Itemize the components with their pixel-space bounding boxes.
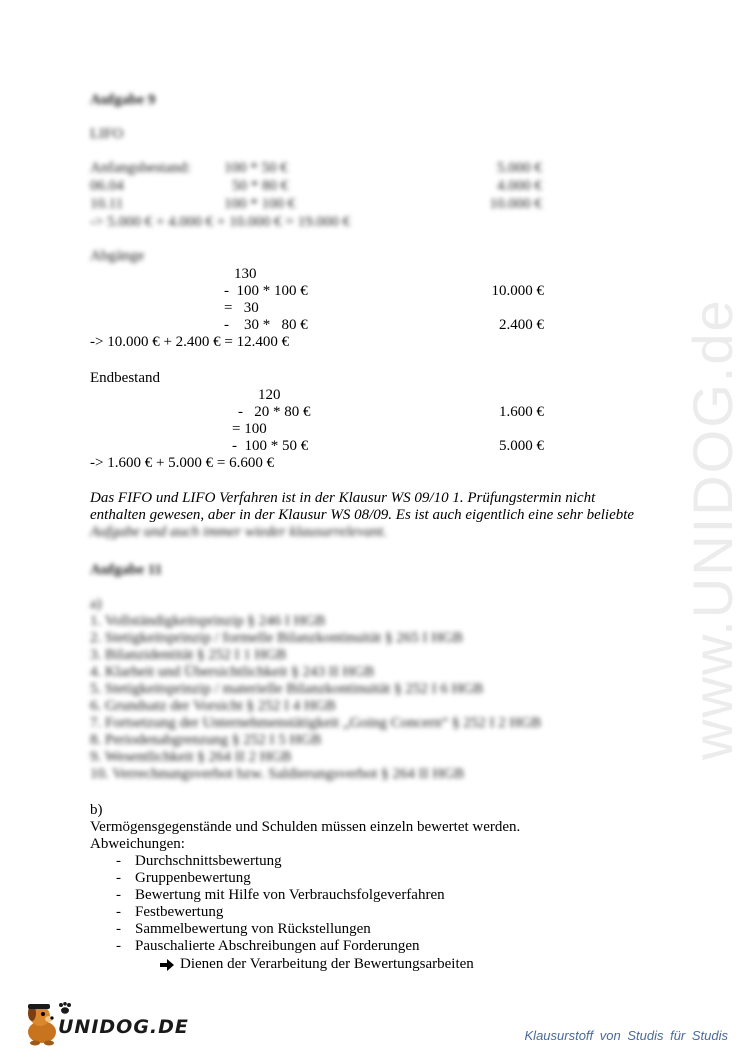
row-value: 10.000 € bbox=[489, 196, 542, 212]
abgaenge-line3: - 30 * 80 € bbox=[224, 317, 308, 333]
bullet-item: Festbewertung bbox=[135, 904, 224, 920]
part-b-text: Vermögensgegenstände und Schulden müssen einzeln bewertet werden. bbox=[90, 819, 521, 835]
row-calc: 50 * 80 € bbox=[232, 178, 289, 194]
abgaenge-start: 130 bbox=[234, 266, 257, 282]
row-label: 06.04 bbox=[90, 178, 124, 194]
endbestand-line1: - 20 * 80 € bbox=[238, 404, 311, 420]
list-item: 10. Verrechnungsverbot bzw. Saldierungsverbot § 264 II HGB bbox=[90, 766, 465, 782]
endbestand-line1-value: 1.600 € bbox=[499, 404, 544, 420]
abweichungen-label: Abweichungen: bbox=[90, 836, 185, 852]
logo-text: UNIDOG.DE bbox=[58, 1016, 189, 1038]
unidog-logo bbox=[22, 1000, 189, 1048]
method-label: LIFO bbox=[90, 126, 124, 142]
watermark: www.UNIDOG.de bbox=[681, 298, 744, 760]
endbestand-line3-value: 5.000 € bbox=[499, 438, 544, 454]
bullet-dash: - bbox=[116, 904, 121, 920]
part-a-label: a) bbox=[90, 596, 102, 612]
bullet-dash: - bbox=[116, 921, 121, 937]
list-item: 4. Klarheit und Übersichtlichkeit § 243 II HGB bbox=[90, 664, 375, 680]
list-item: 9. Wesentlichkeit § 264 II 2 HGB bbox=[90, 749, 292, 765]
abgaenge-line3-value: 2.400 € bbox=[499, 317, 544, 333]
list-item: 5. Stetigkeitsprinzip / materielle Bilanzkontinuität § 252 I 6 HGB bbox=[90, 681, 484, 697]
abgaenge-line1: - 100 * 100 € bbox=[224, 283, 308, 299]
row-label: Anfangsbestand: bbox=[90, 160, 191, 176]
bullet-item: Sammelbewertung von Rückstellungen bbox=[135, 921, 371, 937]
endbestand-sum: -> 1.600 € + 5.000 € = 6.600 € bbox=[90, 455, 275, 471]
abgaenge-heading: Abgänge bbox=[90, 248, 145, 264]
endbestand-heading: Endbestand bbox=[90, 370, 160, 386]
endbestand-line3: - 100 * 50 € bbox=[232, 438, 309, 454]
bullet-item: Bewertung mit Hilfe von Verbrauchsfolgeverfahren bbox=[135, 887, 445, 903]
bullet-dash: - bbox=[116, 853, 121, 869]
list-item: 1. Vollständigkeitsprinzip § 246 I HGB bbox=[90, 613, 326, 629]
row-calc: 100 * 50 € bbox=[224, 160, 288, 176]
bullet-dash: - bbox=[116, 870, 121, 886]
list-item: 8. Periodenabgrenzung § 252 I 5 HGB bbox=[90, 732, 322, 748]
arrow-right-icon bbox=[160, 959, 174, 971]
paw-icon bbox=[58, 1002, 72, 1014]
aufgabe9-heading: Aufgabe 9 bbox=[90, 92, 156, 108]
list-item: 6. Grundsatz der Vorsicht § 252 I 4 HGB bbox=[90, 698, 336, 714]
arrow-text: Dienen der Verarbeitung der Bewertungsarbeiten bbox=[180, 956, 474, 972]
aufgabe11-heading: Aufgabe 11 bbox=[90, 562, 163, 578]
row-calc: 100 * 100 € bbox=[224, 196, 296, 212]
row-value: 4.000 € bbox=[497, 178, 542, 194]
list-item: 7. Fortsetzung der Unternehmenstätigkeit „Going Concern“ § 252 I 2 HGB bbox=[90, 715, 542, 731]
bullet-item: Durchschnittsbewertung bbox=[135, 853, 282, 869]
abgaenge-sum: -> 10.000 € + 2.400 € = 12.400 € bbox=[90, 334, 290, 350]
note-line: Aufgabe und auch immer wieder klausurrelevant. bbox=[90, 524, 387, 540]
note-line: enthalten gewesen, aber in der Klausur WS 08/09. Es ist auch eigentlich eine sehr beliebte bbox=[90, 507, 635, 523]
row-label: 10.11 bbox=[90, 196, 124, 212]
dog-mascot-icon bbox=[22, 1000, 62, 1046]
list-item: 3. Bilanzidentität § 252 I 1 HGB bbox=[90, 647, 287, 663]
endbestand-start: 120 bbox=[258, 387, 281, 403]
sum-line: -> 5.000 € + 4.000 € + 10.000 € = 19.000 € bbox=[90, 214, 351, 230]
bullet-dash: - bbox=[116, 938, 121, 954]
note-line: Das FIFO und LIFO Verfahren ist in der Klausur WS 09/10 1. Prüfungstermin nicht bbox=[90, 490, 596, 506]
list-item: 2. Stetigkeitsprinzip / formelle Bilanzkontinuität § 265 I HGB bbox=[90, 630, 463, 646]
abgaenge-line2: = 30 bbox=[224, 300, 259, 316]
bullet-dash: - bbox=[116, 887, 121, 903]
endbestand-line2: = 100 bbox=[232, 421, 267, 437]
bullet-item: Gruppenbewertung bbox=[135, 870, 251, 886]
row-value: 5.000 € bbox=[497, 160, 542, 176]
bullet-item: Pauschalierte Abschreibungen auf Forderungen bbox=[135, 938, 420, 954]
footer-tagline: Klausurstoff von Studis für Studis bbox=[524, 1028, 728, 1043]
abgaenge-line1-value: 10.000 € bbox=[491, 283, 544, 299]
part-b-label: b) bbox=[90, 802, 103, 818]
